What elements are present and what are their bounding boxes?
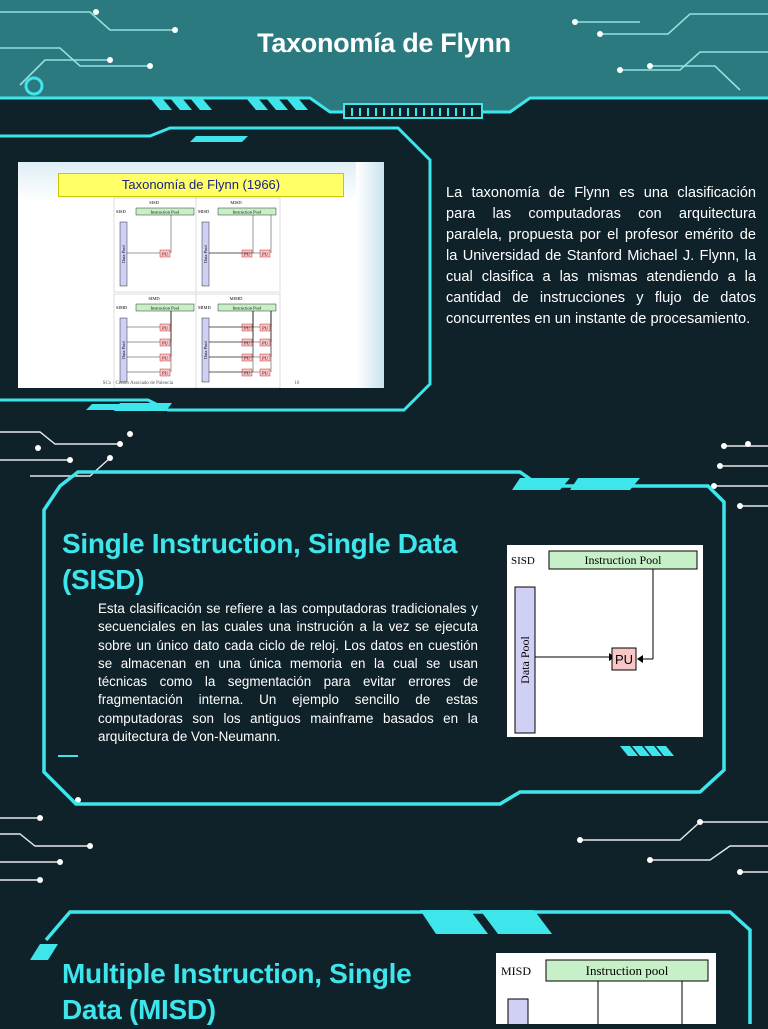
slide-mimd-pu-label: PU [262,340,268,346]
slide-mimd-pu-label: PU [262,355,268,361]
slide-misd-pool-label: Instruction Pool [232,209,262,215]
slide-misd-heading: MISD [230,200,242,205]
sisd-instruction-pool-label: Instruction Pool [584,553,662,567]
misd-title-line2: Data (MISD) [62,994,216,1025]
slide-misd-tag: MISD [198,209,210,214]
misd-title [62,956,482,1028]
misd-frame-accents [30,910,552,960]
misd-diagram [496,953,716,1024]
misd-title-line1: Multiple Instruction, Single [62,958,412,989]
slide-misd-pu-label: PU [244,251,250,257]
slide-simd-tag: SIMD [116,305,128,310]
slide-simd-pu-label: PU [162,325,168,331]
sisd-description: Esta clasificación se refiere a las computadoras tradicionales y secuenciales en las cuales una instrución a la vez se ejecuta sobre un único dato cada ciclo de reloj. Los datos en cuestión se almacenan en una única memoria en la cual se usan técnicas como la segmentación para evitar errores de fragmentación interna. Un ejemplo sencillo de estas computadoras son los antiguos mainframe basados en la arquitectura de Von-Neumann. [98,601,478,745]
slide-page-number: 16 [294,381,300,386]
sisd-pu-label: PU [614,652,634,667]
sisd-data-pool-label: Data Pool [518,636,532,684]
slide-simd-side-label: Data Pool [121,341,126,359]
header-chevrons [150,98,308,110]
slide-mimd-pu-label: PU [262,325,268,331]
slide-sisd-pu-label: PU [162,251,168,257]
sisd-title [62,526,492,598]
misd-data-pool-box [508,999,528,1024]
slide-footer [18,381,384,386]
misd-instruction-pool-label: Instruction pool [585,963,669,978]
slide-misd-side-label: Data Pool [203,245,208,263]
slide-sisd-heading: SISD [149,200,159,205]
slide-mimd-pu-label: PU [244,340,250,346]
header-connector [344,104,482,118]
slide-mimd-tag: MIMD [198,305,211,310]
slide-mimd-pu-label: PU [244,325,250,331]
slide-simd-heading: SIMD [148,296,160,301]
header-node-large [26,78,42,94]
sisd-diagram [507,545,703,737]
taxonomy-slide-image [18,162,384,388]
slide-simd-pu-label: PU [162,370,168,376]
intro-paragraph: La taxonomía de Flynn es una clasificación para las computadoras con arquitectura paralela, propuesta por el profesor emérito de la Universidad de Stanford Michael J. Flynn, la cual clasifica a las mismas atendiendo a la cantidad de instrucciones y flujo de datos concurrentes en un instante de procesamiento. [446,185,756,327]
slide-simd-pool-label: Instruction Pool [150,305,180,311]
sisd-diagram-tag: SISD [511,555,535,567]
slide-simd-pu-label: PU [162,355,168,361]
page-title: Taxonomía de Flynn [257,28,511,58]
sisd-title-line1: Single Instruction, Single Data [62,528,458,559]
slide-misd-pu-label: PU [262,251,268,257]
misd-diagram-tag: MISD [501,964,532,978]
slide-mimd-pool-label: Instruction Pool [232,305,262,311]
slide-mimd-heading: MIMD [229,296,243,301]
sisd-instruction-arrowhead [637,655,643,663]
sisd-title-line2: (SISD) [62,564,145,595]
slide-quadrant-diagrams [18,162,384,388]
slide-mimd-pu-label: PU [244,370,250,376]
slide-sisd-side-label: Data Pool [121,245,126,263]
slide-title: Taxonomía de Flynn (1966) [58,173,344,197]
slide-mimd-side-label: Data Pool [203,341,208,359]
slide-mimd-pu-label: PU [244,355,250,361]
slide-sisd-pool-label: Instruction Pool [150,209,180,215]
slide-simd-pu-label: PU [162,340,168,346]
slide-footer-label: SCx · Centro Asociado de Palencia [102,381,174,386]
slide-mimd-pu-label: PU [262,370,268,376]
slide-sisd-tag: SISD [116,209,126,214]
